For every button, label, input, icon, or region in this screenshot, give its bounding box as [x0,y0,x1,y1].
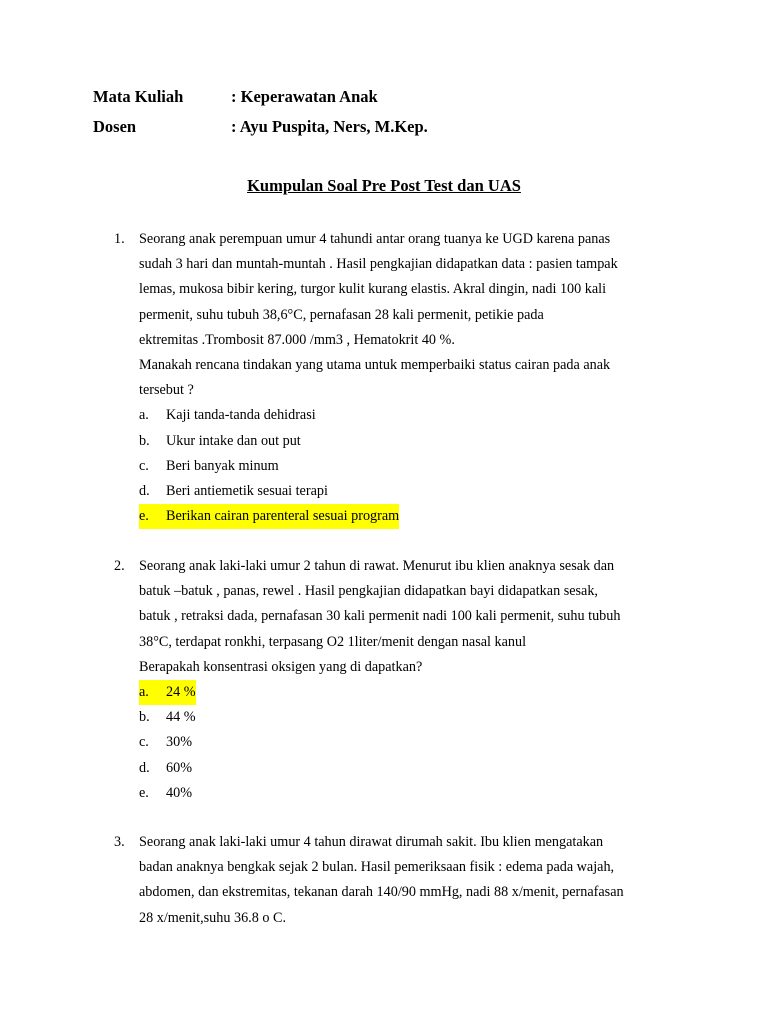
question-text-line: 38°C, terdapat ronkhi, terpasang O2 1liter/menit dengan nasal kanul [139,633,527,650]
question-text-line: Seorang anak laki-laki umur 2 tahun di rawat. Menurut ibu klien anaknya sesak dan [139,558,615,574]
question-body [139,227,674,529]
option-letter: c. [139,457,149,474]
question-text-line: Manakah rencana tindakan yang utama untuk memperbaiki status cairan pada anak [139,357,611,374]
course-label: Mata Kuliah [93,87,184,106]
lecturer-row [93,117,428,137]
question-body [139,554,674,806]
question-text-line: lemas, mukosa bibir kering, turgor kulit kurang elastis. Akral dingin, nadi 100 kali [139,281,607,298]
answer-option-e-highlighted [139,504,674,529]
option-letter: d. [139,483,150,500]
question-body [139,830,674,931]
question-text-line: abdomen, dan ekstremitas, tekanan darah 140/90 mmHg, nadi 88 x/menit, pernafasan [139,884,624,901]
answer-option-a-highlighted [139,680,674,705]
question-text-line: badan anaknya bengkak sejak 2 bulan. Hasil pemeriksaan fisik : edema pada wajah, [139,859,615,876]
question-text-line: permenit, suhu tubuh 38,6°C, pernafasan 28 kali permenit, petikie pada [139,306,544,323]
question-text-line: Berapakah konsentrasi oksigen yang di dapatkan? [139,658,423,675]
question-number: 1. [114,231,125,247]
answer-option-c [139,730,674,755]
option-text: Kaji tanda-tanda dehidrasi [166,407,316,424]
option-text: 40% [166,784,193,801]
option-text: 44 % [166,709,196,726]
question-text-line: sudah 3 hari dan muntah-muntah . Hasil pengkajian didapatkan data : pasien tampak [139,256,618,273]
question-1 [114,227,674,529]
option-letter: a. [139,407,149,424]
question-text-line: Seorang anak perempuan umur 4 tahundi antar orang tuanya ke UGD karena panas [139,231,611,247]
option-letter: b. [139,709,150,726]
option-text: Beri banyak minum [166,457,279,474]
option-text: Ukur intake dan out put [166,432,301,449]
option-letter: c. [139,734,149,751]
option-text: 60% [166,759,193,776]
option-text: 30% [166,734,193,751]
question-text-line: ektremitas .Trombosit 87.000 /mm3 , Hematokrit 40 %. [139,331,455,348]
answer-option-e [139,781,674,806]
question-3 [114,830,674,931]
question-number: 3. [114,834,125,850]
question-text-line: batuk , retraksi dada, pernafasan 30 kali permenit nadi 100 kali permenit, suhu tubuh [139,608,621,625]
document-title: Kumpulan Soal Pre Post Test dan UAS [247,176,521,195]
question-number: 2. [114,558,125,574]
option-text: 24 % [166,684,196,701]
answer-option-d [139,756,674,781]
question-text-line: 28 x/menit,suhu 36.8 o C. [139,909,287,926]
option-letter: b. [139,432,150,449]
answer-option-b [139,429,674,454]
option-text: Berikan cairan parenteral sesuai program [166,508,400,525]
question-2 [114,554,674,806]
option-letter: e. [139,784,149,801]
answer-option-a [139,403,674,428]
option-letter: d. [139,759,150,776]
question-text-line: batuk –batuk , panas, rewel . Hasil pengkajian didapatkan bayi didapatkan sesak, [139,583,598,600]
answer-option-c [139,454,674,479]
lecturer-label: Dosen [93,117,137,136]
question-text-line: Seorang anak laki-laki umur 4 tahun dirawat dirumah sakit. Ibu klien mengatakan [139,834,604,850]
answer-option-b [139,705,674,730]
course-row [93,87,378,107]
answer-option-d [139,479,674,504]
option-letter: e. [139,508,149,525]
lecturer-value: : Ayu Puspita, Ners, M.Kep. [231,117,428,136]
option-letter: a. [139,684,149,701]
question-text-line: tersebut ? [139,382,194,399]
course-value: : Keperawatan Anak [231,87,378,106]
option-text: Beri antiemetik sesuai terapi [166,483,328,500]
